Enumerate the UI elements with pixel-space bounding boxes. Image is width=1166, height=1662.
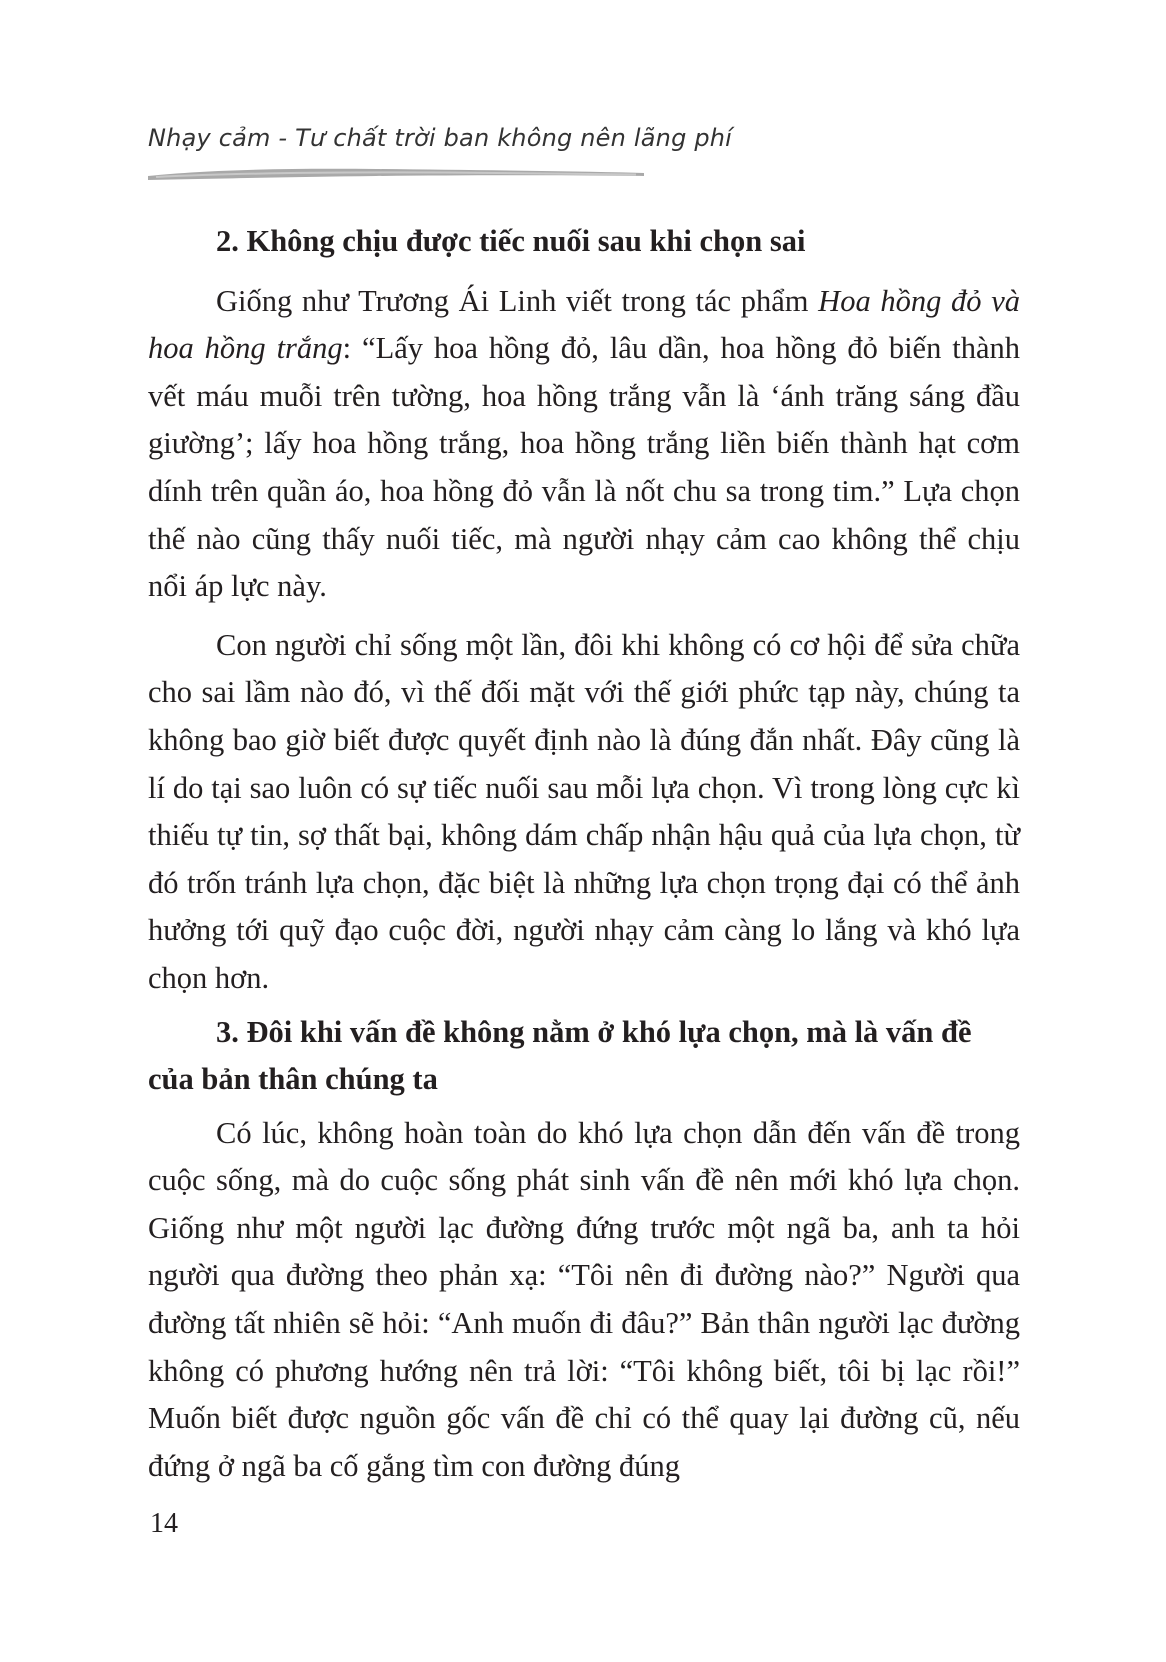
page-content	[148, 218, 1020, 1490]
section-3-heading: 3. Đôi khi vấn đề không nằm ở khó lựa chọn, mà là vấn đề của bản thân chúng ta	[148, 1014, 972, 1097]
running-header: Nhạy cảm - Tư chất trời ban không nên lãng phí	[148, 124, 733, 152]
section-2-paragraph-2: Con người chỉ sống một lần, đôi khi không có cơ hội để sửa chữa cho sai lầm nào đó, vì thế đối mặt với thế giới phức tạp này, chúng ta không bao giờ biết được quyết định nào là đúng đắn nhất. Đây cũng là lí do tại sao luôn có sự tiếc nuối sau mỗi lựa chọn. Vì trong lòng cực kì thiếu tự tin, sợ thất bại, không dám chấp nhận hậu quả của lựa chọn, từ đó trốn tránh lựa chọn, đặc biệt là những lựa chọn trọng đại có thể ảnh hưởng tới quỹ đạo cuộc đời, người nhạy cảm càng lo lắng và khó lựa chọn hơn.	[148, 627, 1020, 995]
work-title: Hoa hồng đỏ và hoa hồng trắng	[148, 283, 1020, 366]
section-3-paragraph-1: Có lúc, không hoàn toàn do khó lựa chọn dẫn đến vấn đề trong cuộc sống, mà do cuộc sống phát sinh vấn đề nên mới khó lựa chọn. Giống như một người lạc đường đứng trước một ngã ba, anh ta hỏi người qua đường theo phản xạ: “Tôi nên đi đường nào?” Người qua đường tất nhiên sẽ hỏi: “Anh muốn đi đâu?” Bản thân người lạc đường không có phương hướng nên trả lời: “Tôi không biết, tôi bị lạc rồi!” Muốn biết được nguồn gốc vấn đề chỉ có thể quay lại đường cũ, nếu đứng ở ngã ba cố gắng tìm con đường đúng	[148, 1115, 1020, 1483]
paragraph-intro: Giống như Trương Ái Linh viết trong tác phẩm	[216, 283, 819, 318]
page-number: 14	[150, 1508, 178, 1539]
paragraph-rest: : “Lấy hoa hồng đỏ, lâu dần, hoa hồng đỏ biến thành vết máu muỗi trên tường, hoa hồng trắng vẫn là ‘ánh trăng sáng đầu giường’; lấy hoa hồng trắng, hoa hồng trắng liền biến thành hạt cơm dính trên quần áo, hoa hồng đỏ vẫn là nốt chu sa trong tim.” Lựa chọn thế nào cũng thấy nuối tiếc, mà người nhạy cảm cao không thể chịu nổi áp lực này.	[148, 331, 1021, 604]
section-2-heading: 2. Không chịu được tiếc nuối sau khi chọn sai	[216, 224, 806, 258]
section-2-paragraph-1	[148, 278, 1020, 611]
header-brush-stroke	[146, 164, 646, 184]
